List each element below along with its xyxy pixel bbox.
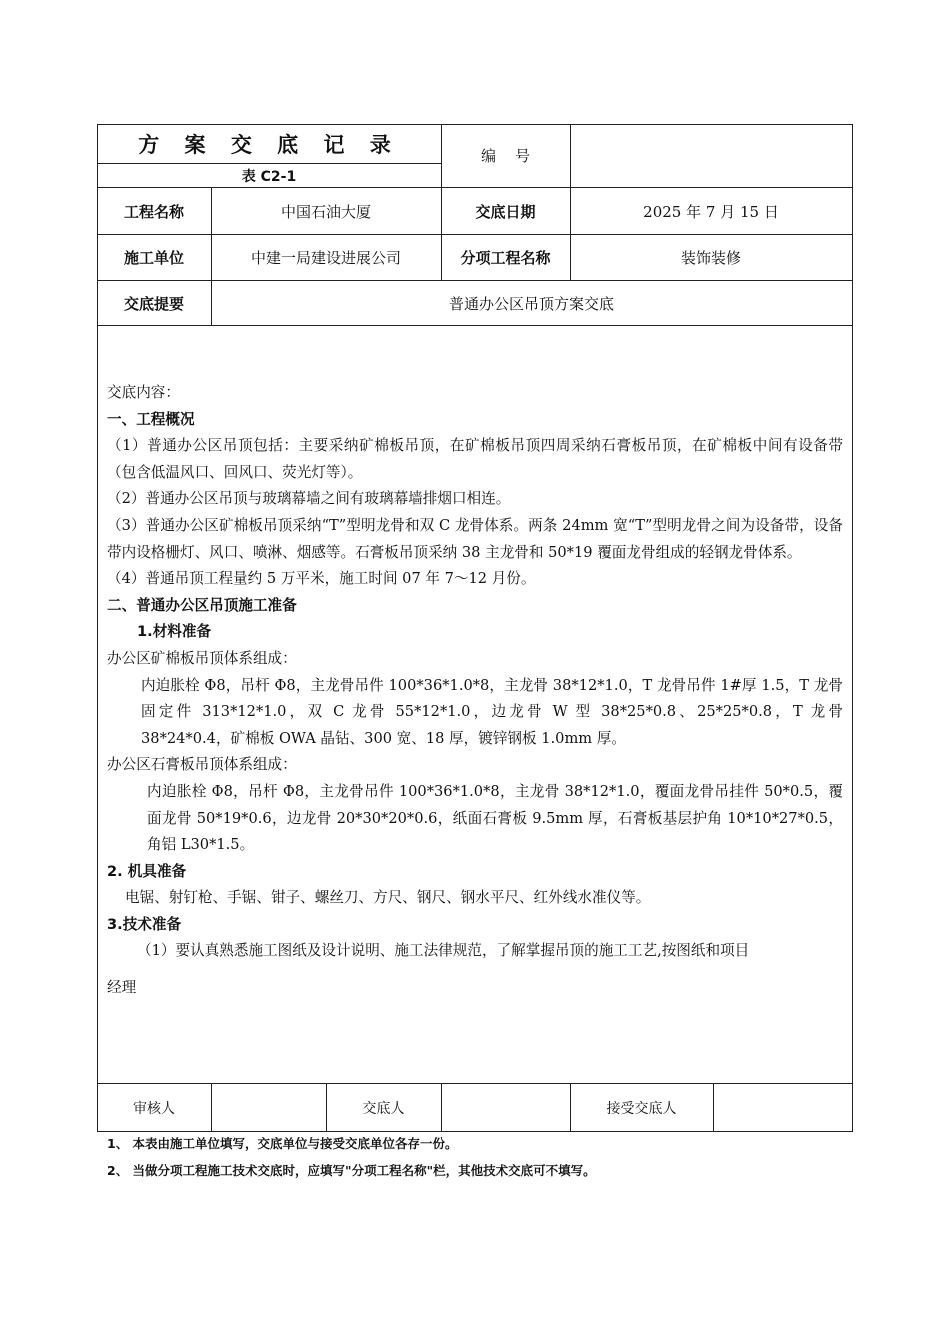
content-paragraph: （2）普通办公区吊顶与玻璃幕墙之间有玻璃幕墙排烟口相连。 [107,490,511,508]
reviewer-field[interactable] [211,1084,326,1131]
summary-label: 交底提要 [123,294,184,313]
date-value: 2025 年 7 月 15 日 [643,202,779,221]
date-label: 交底日期 [475,202,536,221]
disclosure-content [107,380,843,1002]
receiver-field[interactable] [713,1084,852,1131]
content-paragraph: （3）普通办公区矿棉板吊顶采纳“T”型明龙骨和双 C 龙骨体系。两条 24mm 宽“T”型明龙骨之间为设备带，设备带内设格栅灯、风口、喷淋、烟感等。石膏板吊顶采纳 38 主龙骨和 50*19 覆面龙骨组成的轻钢龙骨体系。 [107,516,843,561]
content-paragraph: 交底内容： [107,384,180,401]
content-paragraph: 内迫胀栓 Φ8，吊杆 Φ8，主龙骨吊件 100*36*1.0*8，主龙骨 38*12*1.0，T 龙骨吊件 1#厚 1.5，T 龙骨固定件 313*12*1.0，双 C 龙骨 55*12*1.0，边龙骨 W 型 38*25*0.8、25*25*0.8，T 龙骨 38*24*0.4，矿棉板 OWA 晶钻、300 宽、18 厚，镀锌钢板 1.0mm 厚。 [141,676,843,747]
content-paragraph: 经理 [107,979,137,997]
table-border-right [852,124,853,1132]
form-code: 表 C2-1 [241,168,297,185]
content-paragraph: 办公区矿棉板吊顶体系组成： [107,649,297,667]
content-paragraph: 办公区石膏板吊顶体系组成： [107,756,297,774]
project-name-value: 中国石油大厦 [280,202,371,221]
discloser-field[interactable] [441,1084,570,1131]
section-heading: 3.技术准备 [107,915,182,933]
contractor-value: 中建一局建设进展公司 [250,249,401,267]
receiver-label: 接受交底人 [606,1100,677,1117]
footnote-1: 1、 本表由施工单位填写，交底单位与接受交底单位各存一份。 [107,1136,458,1151]
content-paragraph: （4）普通吊顶工程量约 5 万平米，施工时间 07 年 7～12 月份。 [107,570,536,588]
content-paragraph: 电锯、射钉枪、手锯、钳子、螺丝刀、方尺、钢尺、钢水平尺、红外线水准仪等。 [125,889,651,907]
number-label: 编 号 [480,147,531,165]
section-heading: 1.材料准备 [137,623,212,641]
content-paragraph: 内迫胀栓 Φ8，吊杆 Φ8，主龙骨吊件 100*36*1.0*8，主龙骨 38*12*1.0，覆面龙骨吊挂件 50*0.5，覆面龙骨 50*19*0.6，边龙骨 20*30*20*0.6，纸面石膏板 9.5mm 厚，石膏板基层护角 10*10*27*0.5，角铝 L30*1.5。 [147,782,843,854]
discloser-label: 交底人 [362,1100,405,1117]
footnotes [107,1130,596,1184]
section-heading: 一、工程概况 [107,410,195,428]
subitem-label: 分项工程名称 [460,249,551,267]
reviewer-label: 审核人 [133,1100,175,1117]
subitem-value: 装饰装修 [680,249,741,267]
content-paragraph: （1）普通办公区吊顶包括：主要采纳矿棉板吊顶，在矿棉板吊顶四周采纳石膏板吊顶，在矿棉板中间有设备带（包含低温风口、回风口、荧光灯等）。 [107,437,843,481]
contractor-label: 施工单位 [123,249,184,267]
project-name-label: 工程名称 [123,202,184,221]
number-value [570,124,852,187]
section-heading: 二、普通办公区吊顶施工准备 [107,596,297,614]
page-title: 方 案 交 底 记 录 [138,133,400,157]
summary-value: 普通办公区吊顶方案交底 [448,294,614,313]
section-heading: 2. 机具准备 [107,862,187,880]
content-paragraph: （1）要认真熟悉施工图纸及设计说明、施工法律规范，了解掌握吊顶的施工工艺,按图纸和项目 [137,942,750,960]
footnote-2: 2、 当做分项工程施工技术交底时，应填写"分项工程名称"栏，其他技术交底可不填写。 [107,1163,596,1178]
